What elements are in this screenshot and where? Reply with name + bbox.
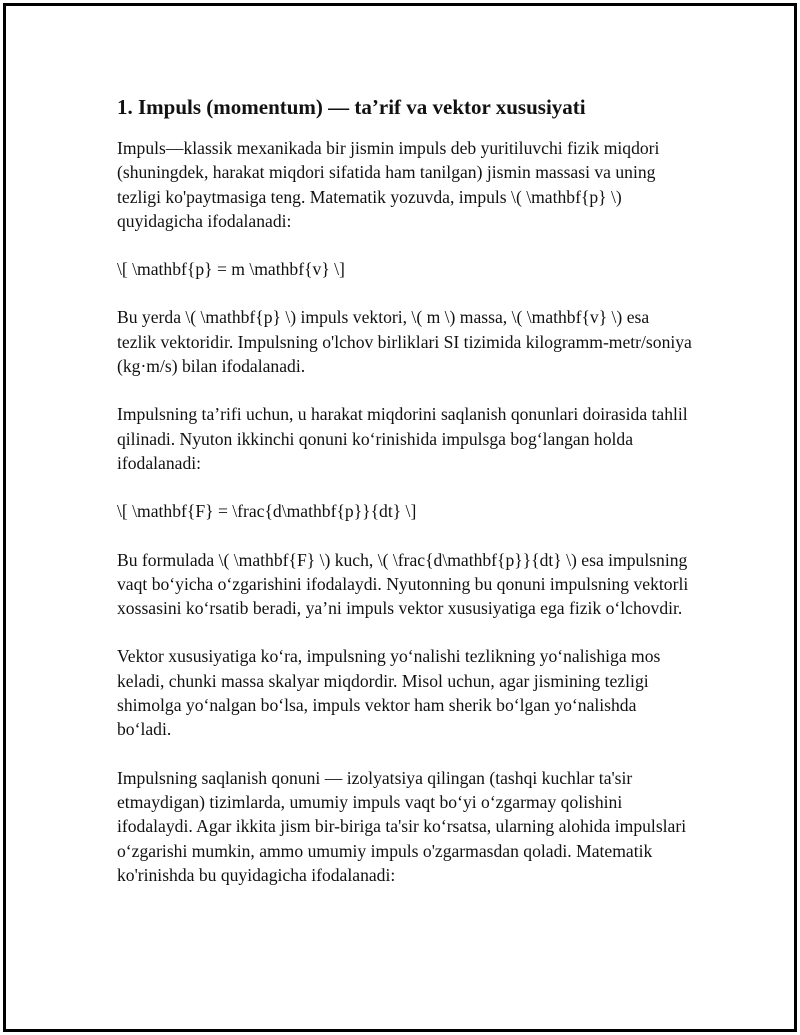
equation-momentum: \[ \mathbf{p} = m \mathbf{v} \] — [117, 259, 345, 280]
paragraph-force-explanation: Bu formulada \( \mathbf{F} \) kuch, \( \frac{d\mathbf{p}}{dt} \) esa impulsning vaqt bo‘yicha o‘zgarishini ifodalaydi. Nyutonning bu qonuni impulsning vektorli xossasini ko‘rsatib beradi, ya’ni impuls vektor xususiyatiga ega fizik o‘lchovdir. — [117, 549, 689, 619]
section-title: 1. Impuls (momentum) — ta’rif va vektor xususiyati — [117, 95, 586, 119]
document-body — [117, 92, 692, 911]
paragraph-variables: Bu yerda \( \mathbf{p} \) impuls vektori, \( m \) massa, \( \mathbf{v} \) esa tezlik vektoridir. Impulsning o'lchov birliklari SI tizimida kilogramm-metr/soniya (kg·m/s) bilan ifodalanadi. — [117, 307, 692, 377]
equation-force: \[ \mathbf{F} = \frac{d\mathbf{p}}{dt} \] — [117, 501, 417, 522]
paragraph-conservation: Impulsning saqlanish qonuni — izolyatsiya qilingan (tashqi kuchlar ta'sir etmaydigan) tizimlarda, umumiy impuls vaqt bo‘yi o‘zgarmay qolishini ifodalaydi. Agar ikkita jism bir-biriga ta'sir ko‘rsatsa, ularning alohida impulslari o‘zgarishi mumkin, ammo umumiy impuls o'zgarmasdan qoladi. Matematik ko'rinishda bu quyidagicha ifodalanadi: — [117, 767, 687, 885]
paragraph-intro: Impuls—klassik mexanikada bir jismin impuls deb yuritiluvchi fizik miqdori (shuningdek, harakat miqdori sifatida ham tanilgan) jismin massasi va uning tezligi ko'paytmasiga teng. Matematik yozuvda, impuls \( \mathbf{p} \) quyidagicha ifodalanadi: — [117, 138, 660, 231]
paragraph-vector-direction: Vektor xususiyatiga ko‘ra, impulsning yo‘nalishi tezlikning yo‘nalishiga mos keladi, chunki massa skalyar miqdordir. Misol uchun, agar jismining tezligi shimolga yo‘nalgan bo‘lsa, impuls vektor ham sherik bo‘lgan yo‘nalishda bo‘ladi. — [117, 646, 661, 740]
paragraph-newton: Impulsning ta’rifi uchun, u harakat miqdorini saqlanish qonunlari doirasida tahlil qilinadi. Nyuton ikkinchi qonuni ko‘rinishida impulsga bog‘langan holda ifodalanadi: — [117, 404, 688, 473]
